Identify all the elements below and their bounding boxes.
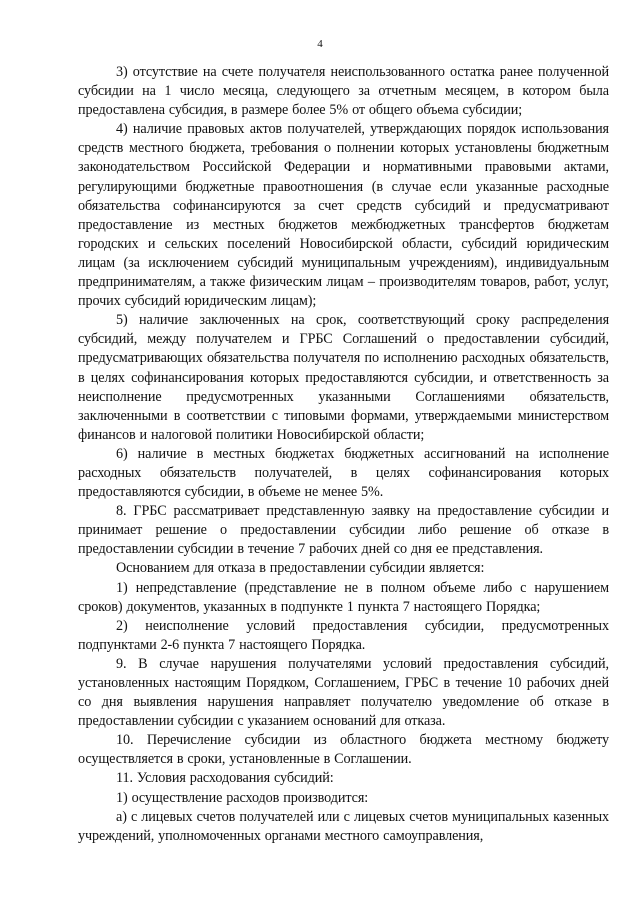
paragraph-clause-11: 11. Условия расходования субсидий: (116, 770, 334, 787)
paragraph-clause-9: 9. В случае нарушения получателями условий предоставления субсидий, установленных настоящим Порядком, Соглашением, ГРБС в течение 10 рабочих дней со дня выявления нарушения направляет получателю уведомление об отказе в предоставлении субсидии с указанием оснований для отказа. (78, 655, 609, 730)
paragraph-clause-11-item-a: а) с лицевых счетов получателей или с лицевых счетов муниципальных казенных учреждений, уполномоченных органами местного самоуправления, (78, 808, 609, 844)
document-body (78, 63, 609, 846)
paragraph-item-4: 4) наличие правовых актов получателей, утверждающих порядок использования средств местного бюджета, требования о полнении которых установлены бюджетным законодательством Российской Федерации и нормативными правовыми актами, регулирующими бюджетные правоотношения (в случае если указанные расходные обязательства софинансируются за счет средств субсидий и предусматривают предоставление из местных бюджетов межбюджетных трансфертов бюджетам городских и сельских поселений Новосибирской области, субсидий юридическим лицам (за исключением субсидий муниципальным учреждениям), индивидуальным предпринимателям, а также физическим лицам – производителям товаров, работ, услуг, прочих субсидий юридическим лицам); (78, 121, 609, 310)
paragraph-refusal-item-1: 1) непредставление (представление не в полном объеме либо с нарушением сроков) документов, указанных в подпункте 1 пункта 7 настоящего Порядка; (78, 579, 609, 615)
paragraph-clause-10: 10. Перечисление субсидии из областного бюджета местному бюджету осуществляется в сроки, установленные в Соглашении. (78, 732, 609, 768)
paragraph-item-3: 3) отсутствие на счете получателя неиспользованного остатка ранее полученной субсидии на 1 число месяца, следующего за отчетным месяцем, в котором была предоставлена субсидия, в размере более 5% от общего объема субсидии; (78, 64, 609, 119)
paragraph-item-6: 6) наличие в местных бюджетах бюджетных ассигнований на исполнение расходных обязательств получателей, в целях софинансирования которых предоставляются субсидии, в объеме не менее 5%. (78, 445, 609, 501)
paragraph-item-5: 5) наличие заключенных на срок, соответствующий сроку распределения субсидий, между получателем и ГРБС Соглашений о предоставлении субсидий, предусматривающих обязательства получателя по исполнению расходных обязательств, в целях софинансирования которых предоставляются субсидии, и ответственность за неисполнение предусмотренных указанными Соглашениями обязательств, заключенными в соответствии с типовыми формами, утверждаемыми министерством финансов и налоговой политики Новосибирской области; (78, 312, 609, 443)
paragraph-clause-8: 8. ГРБС рассматривает представленную заявку на предоставление субсидии и принимает решение о предоставлении субсидии либо решение об отказе в предоставлении субсидии в течение 7 рабочих дней со дня ее представления. (78, 503, 609, 558)
paragraph-refusal-grounds: Основанием для отказа в предоставлении субсидии является: (116, 560, 485, 577)
paragraph-clause-11-item-1: 1) осуществление расходов производится: (116, 789, 369, 806)
page-number: 4 (317, 38, 323, 50)
paragraph-refusal-item-2: 2) неисполнение условий предоставления субсидии, предусмотренных подпунктами 2-6 пункта 7 настоящего Порядка. (78, 617, 609, 653)
